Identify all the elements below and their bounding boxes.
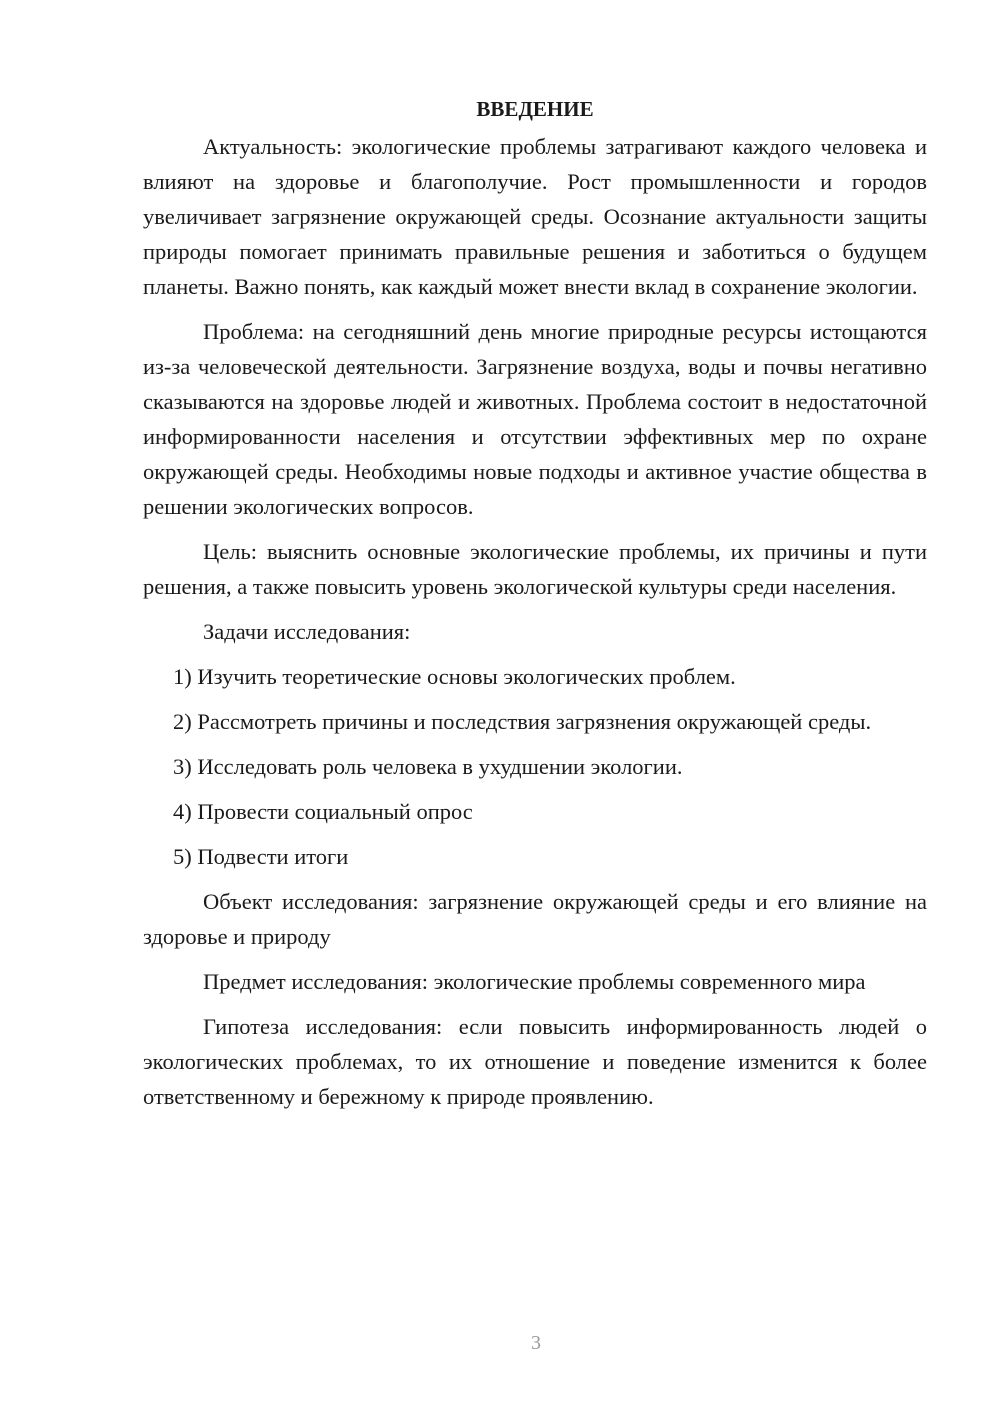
- task-item: 3) Исследовать роль человека в ухудшении экологии.: [173, 754, 683, 779]
- task-item: 1) Изучить теоретические основы экологических проблем.: [173, 664, 736, 689]
- page-number: 3: [531, 1332, 541, 1354]
- task-item: 5) Подвести итоги: [173, 844, 349, 869]
- relevance-paragraph: Актуальность: экологические проблемы затрагивают каждого человека и влияют на здоровье и благополучие. Рост промышленности и городов увеличивает загрязнение окружающей среды. Осознание актуальности защиты природы помогает принимать правильные решения и заботиться о будущем планеты. Важно понять, как каждый может внести вклад в сохранение экологии.: [143, 134, 927, 299]
- hypothesis-paragraph: Гипотеза исследования: если повысить информированность людей о экологических проблемах, то их отношение и поведение изменится к более ответственному и бережному к природе проявлению.: [143, 1014, 927, 1109]
- subject-paragraph: Предмет исследования: экологические проблемы современного мира: [203, 969, 866, 994]
- task-item: 2) Рассмотреть причины и последствия загрязнения окружающей среды.: [173, 709, 872, 734]
- problem-paragraph: Проблема: на сегодняшний день многие природные ресурсы истощаются из-за человеческой деятельности. Загрязнение воздуха, воды и почвы негативно сказываются на здоровье людей и животных. Проблема состоит в недостаточной информированности населения и отсутствии эффективных мер по охране окружающей среды. Необходимы новые подходы и активное участие общества в решении экологических вопросов.: [143, 319, 927, 519]
- object-paragraph: Объект исследования: загрязнение окружающей среды и его влияние на здоровье и природу: [143, 889, 927, 949]
- task-item: 4) Провести социальный опрос: [173, 799, 473, 824]
- page-title: ВВЕДЕНИЕ: [476, 97, 594, 121]
- document-body: [143, 92, 927, 1124]
- goal-paragraph: Цель: выяснить основные экологические проблемы, их причины и пути решения, а также повысить уровень экологической культуры среди населения.: [143, 539, 927, 599]
- tasks-heading: Задачи исследования:: [203, 619, 411, 644]
